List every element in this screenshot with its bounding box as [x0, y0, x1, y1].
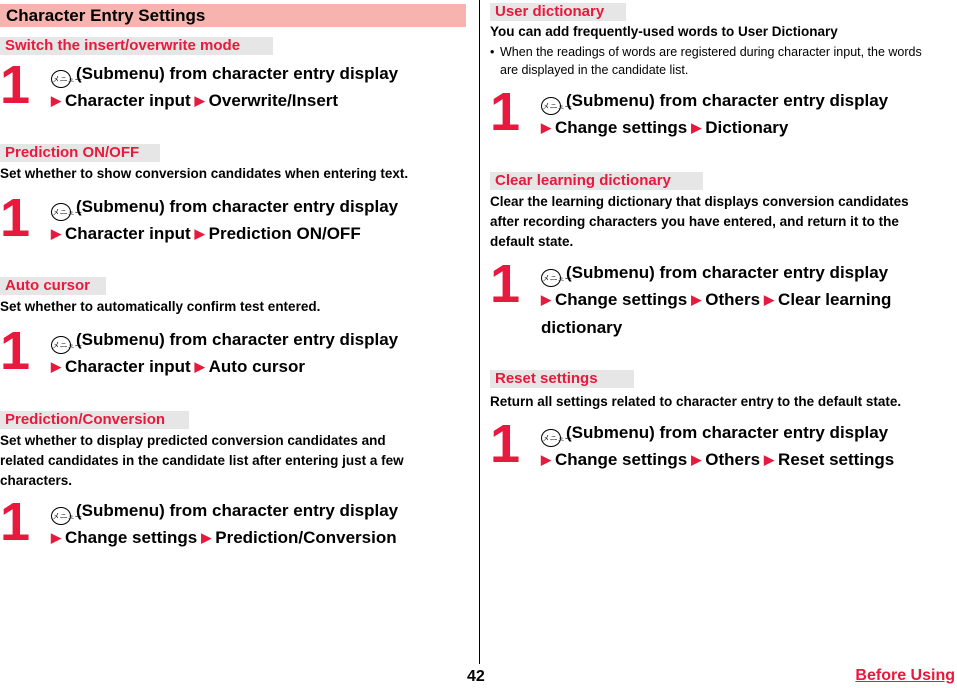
menu-path-item: Dictionary [705, 118, 789, 137]
menu-key-icon: メニュー [541, 97, 561, 115]
step-number: 1 [0, 55, 29, 115]
step-number: 1 [490, 82, 519, 142]
menu-path-item: Change settings [555, 450, 688, 469]
arrow-icon: ▶ [201, 530, 212, 545]
step-line-continuation: dictionary [541, 317, 623, 337]
menu-path-item: Others [705, 290, 761, 309]
step-line: (Submenu) from character entry display [76, 501, 399, 520]
step-number: 1 [0, 188, 29, 248]
arrow-icon: ▶ [51, 93, 61, 108]
menu-key-icon: メニュー [51, 70, 71, 88]
step-auto-cursor [0, 321, 470, 387]
step-reset-settings [490, 414, 955, 480]
description-line: characters. [0, 473, 73, 488]
section-description: Set whether to automatically confirm test entered. [0, 299, 321, 314]
menu-key-icon: メニュー [541, 269, 561, 287]
menu-path-item: Change settings [555, 290, 688, 309]
menu-key-icon: メニュー [51, 336, 71, 354]
arrow-icon: ▶ [51, 226, 61, 241]
menu-path-item: Change settings [65, 528, 198, 547]
step-line: (Submenu) from character entry display [566, 423, 889, 442]
menu-path-item: Auto cursor [208, 357, 305, 376]
bullet-icon: • [490, 45, 495, 59]
step-number: 1 [0, 321, 29, 381]
page-title: Character Entry Settings [0, 4, 466, 27]
menu-path-item: Overwrite/Insert [208, 91, 339, 110]
arrow-icon: ▶ [764, 452, 775, 467]
arrow-icon: ▶ [691, 292, 702, 307]
arrow-icon: ▶ [541, 120, 551, 135]
step-line: (Submenu) from character entry display [76, 197, 399, 216]
section-title-prediction-conversion: Prediction/Conversion [0, 411, 189, 429]
step-user-dictionary [490, 82, 955, 148]
column-divider [479, 0, 480, 664]
arrow-icon: ▶ [691, 120, 702, 135]
note [490, 43, 955, 79]
description-line: default state. [490, 234, 574, 249]
section-title-prediction-onoff: Prediction ON/OFF [0, 144, 160, 162]
arrow-icon: ▶ [194, 93, 205, 108]
step-line: (Submenu) from character entry display [76, 64, 399, 83]
section-description: Return all settings related to character entry to the default state. [490, 394, 902, 409]
menu-path-item: Change settings [555, 118, 688, 137]
section-description: Set whether to show conversion candidates when entering text. [0, 166, 409, 181]
section-description [0, 431, 470, 491]
description-line: Set whether to display predicted conversion candidates and [0, 433, 386, 448]
step-prediction-onoff [0, 188, 470, 254]
menu-path-item: Prediction/Conversion [215, 528, 397, 547]
step-number: 1 [0, 492, 29, 552]
page-number: 42 [467, 668, 485, 685]
description-line: related candidates in the candidate list after entering just a few [0, 453, 404, 468]
section-title-insert-overwrite: Switch the insert/overwrite mode [0, 37, 273, 55]
step-line: (Submenu) from character entry display [76, 330, 399, 349]
menu-path-item: Character input [65, 357, 191, 376]
note-line: When the readings of words are registered during character input, the words [500, 45, 922, 59]
arrow-icon: ▶ [194, 359, 205, 374]
arrow-icon: ▶ [194, 226, 205, 241]
step-line: (Submenu) from character entry display [566, 91, 889, 110]
step-number: 1 [490, 254, 519, 314]
menu-path-item: Character input [65, 91, 191, 110]
step-number: 1 [490, 414, 519, 474]
menu-path-item: Reset settings [778, 450, 895, 469]
menu-path-item: Character input [65, 224, 191, 243]
section-title-clear-learning-dictionary: Clear learning dictionary [490, 172, 703, 190]
description-line: after recording characters you have entered, and return it to the [490, 214, 899, 229]
note-line: are displayed in the candidate list. [500, 63, 689, 77]
menu-path-item: Prediction ON/OFF [208, 224, 361, 243]
arrow-icon: ▶ [51, 530, 61, 545]
description-line: Clear the learning dictionary that displays conversion candidates [490, 194, 909, 209]
menu-key-icon: メニュー [541, 429, 561, 447]
section-description [490, 192, 955, 252]
arrow-icon: ▶ [764, 292, 775, 307]
section-title-user-dictionary: User dictionary [490, 3, 626, 21]
menu-key-icon: メニュー [51, 203, 71, 221]
arrow-icon: ▶ [691, 452, 702, 467]
section-title-auto-cursor: Auto cursor [0, 277, 106, 295]
menu-key-icon: メニュー [51, 507, 71, 525]
step-insert-overwrite [0, 55, 470, 121]
arrow-icon: ▶ [541, 292, 551, 307]
step-prediction-conversion [0, 492, 470, 558]
menu-path-item: Others [705, 450, 761, 469]
arrow-icon: ▶ [541, 452, 551, 467]
section-title-reset-settings: Reset settings [490, 370, 634, 388]
menu-path-item: Clear learning [778, 290, 892, 309]
step-clear-learning-dictionary [490, 254, 955, 346]
step-line: (Submenu) from character entry display [566, 263, 889, 282]
arrow-icon: ▶ [51, 359, 61, 374]
before-using-link[interactable]: Before Using [855, 667, 955, 684]
section-description: You can add frequently-used words to User Dictionary [490, 24, 838, 39]
